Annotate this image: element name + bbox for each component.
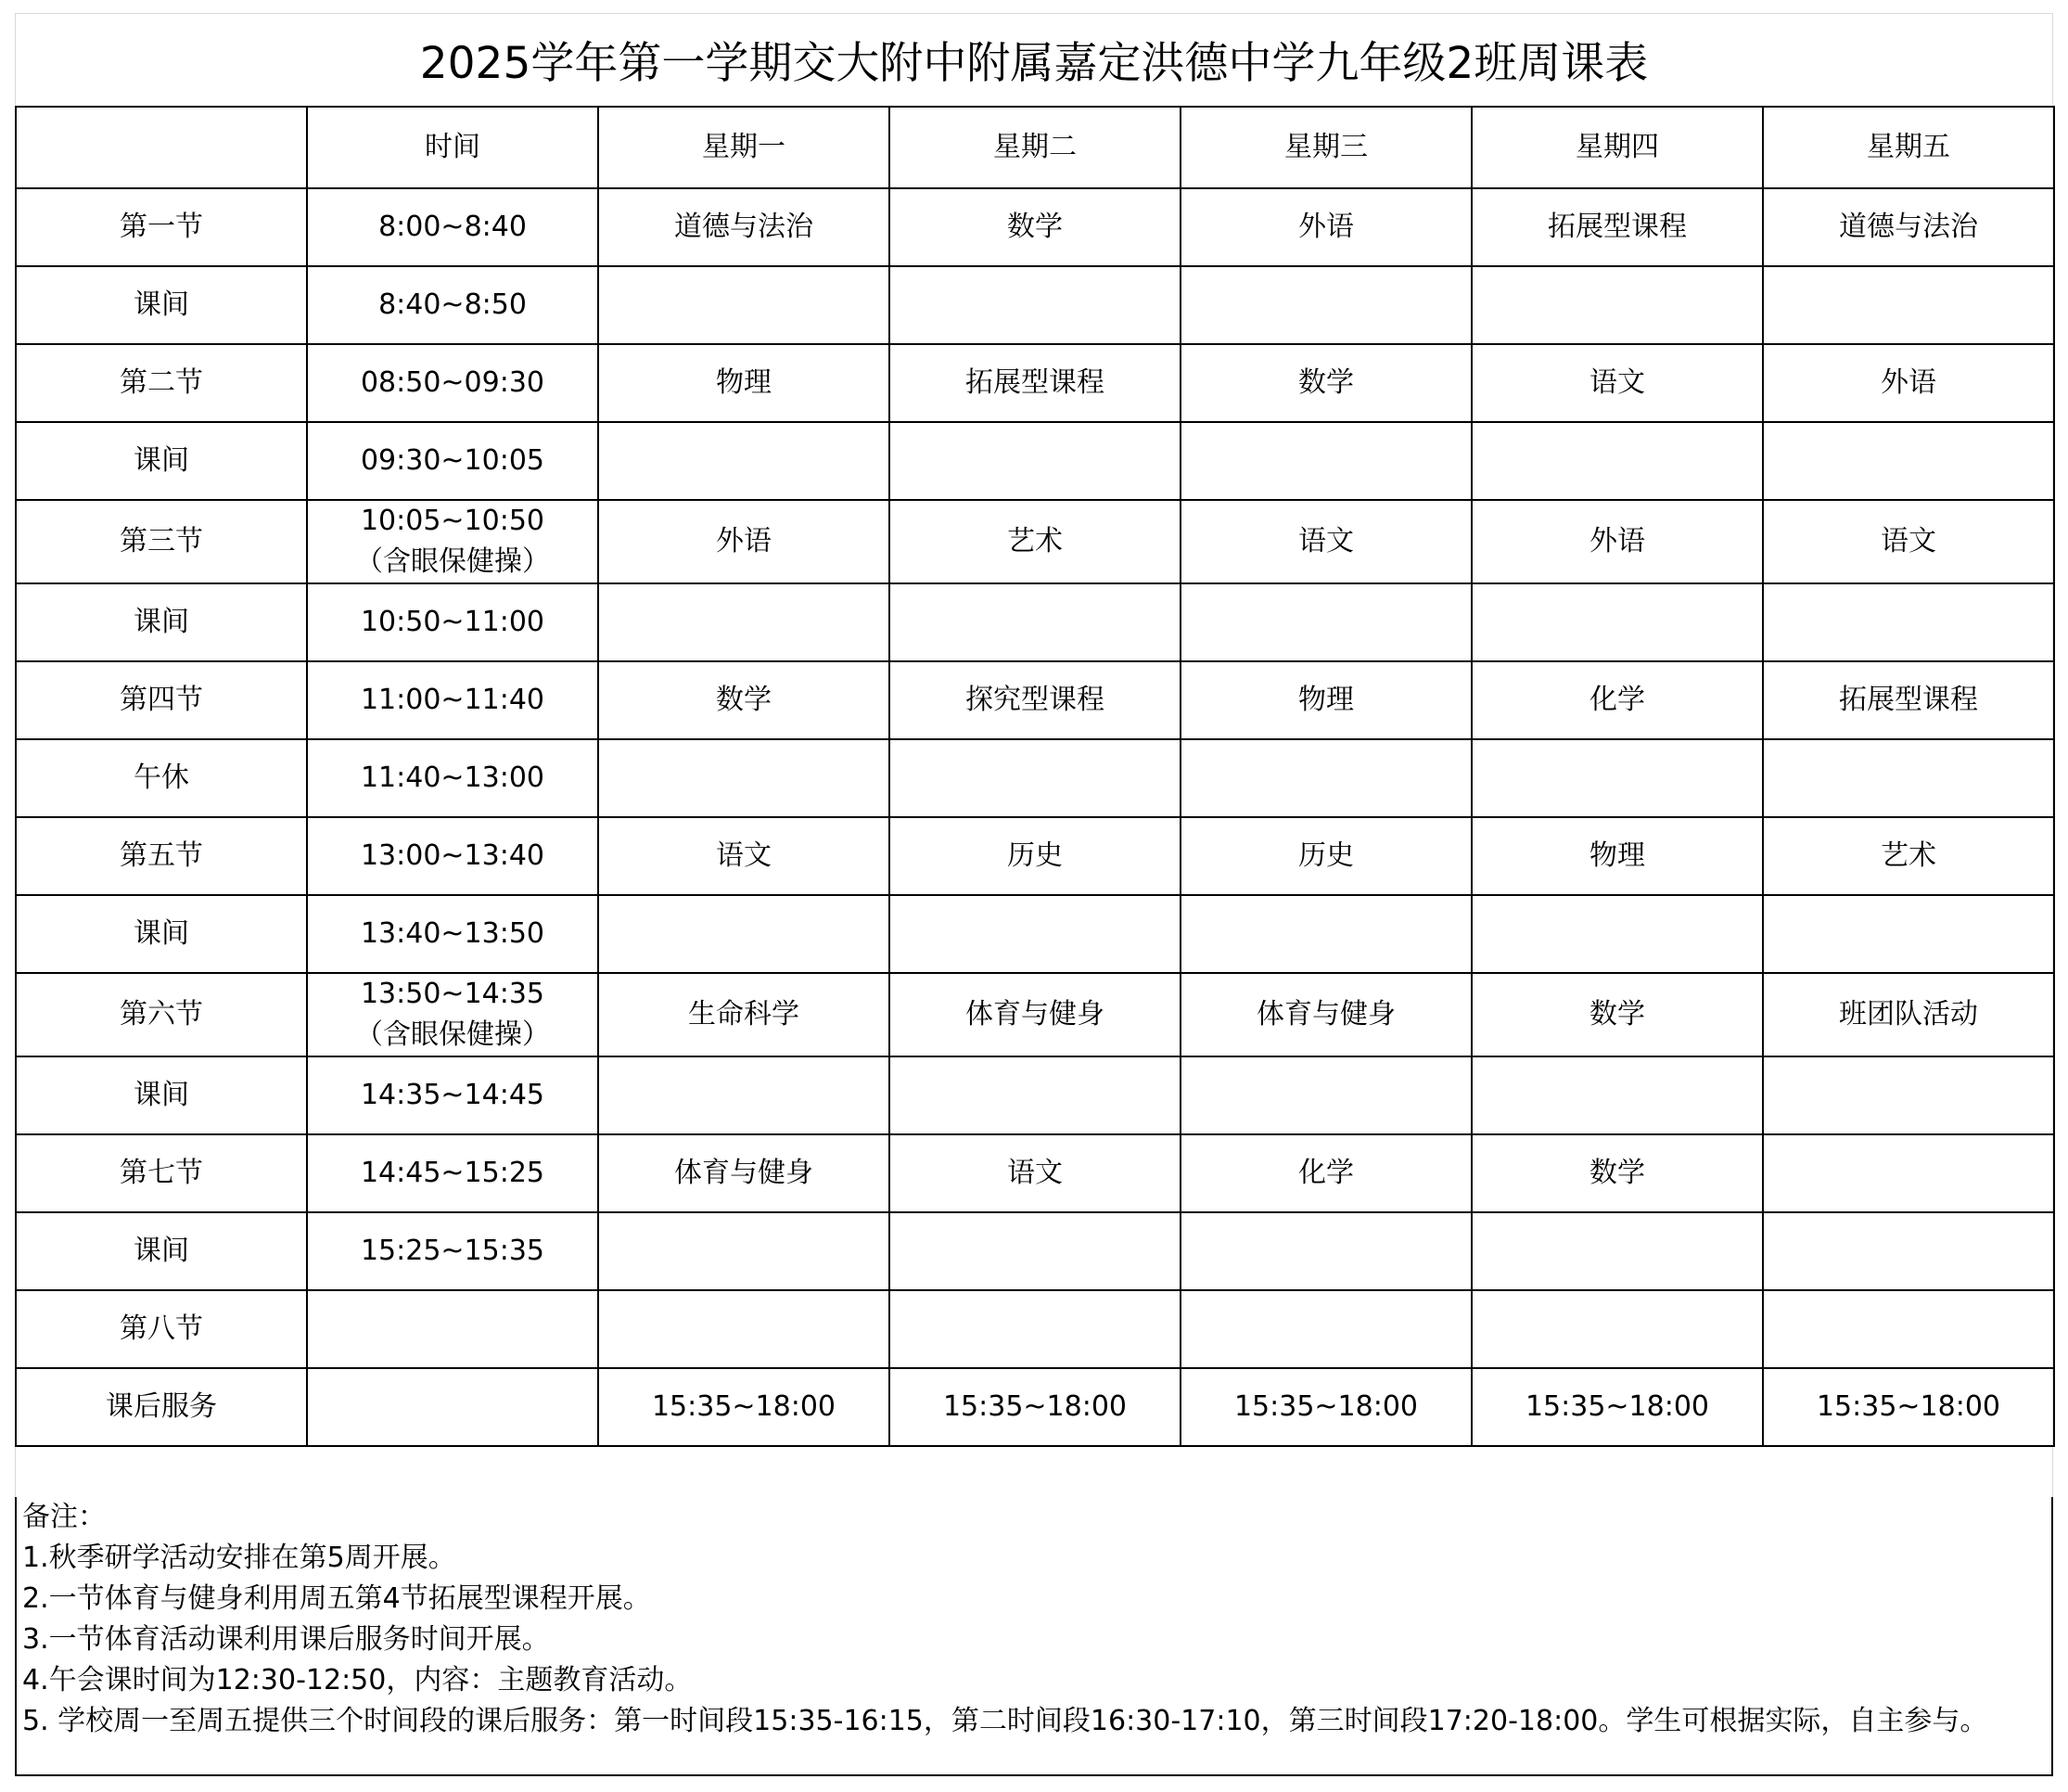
subject-cell: 拓展型课程 [1763,661,2054,739]
subject-cell: 拓展型课程 [1472,188,1763,266]
notes-heading: 备注： [22,1501,106,1533]
subject-cell [889,266,1181,344]
header-cell-friday: 星期五 [1763,107,2054,188]
subject-cell [598,1212,889,1290]
period-name-cell: 第二节 [16,344,307,422]
subject-cell: 艺术 [1763,817,2054,895]
period-time-cell [307,266,598,344]
subject-cell [1763,1056,2054,1134]
subject-cell: 语文 [598,817,889,895]
period-name-cell: 课间 [16,422,307,500]
schedule-row [16,1056,2054,1134]
subject-cell [1763,1290,2054,1368]
subject-cell: 15:35~18:00 [1181,1368,1472,1446]
schedule-row [16,1134,2054,1212]
subject-cell [598,583,889,661]
subject-cell [598,422,889,500]
subject-cell: 化学 [1472,661,1763,739]
header-cell-blank [16,107,307,188]
schedule-table [15,106,2055,1447]
subject-cell [1472,422,1763,500]
subject-cell: 体育与健身 [889,973,1181,1056]
period-name-cell: 午休 [16,739,307,817]
period-name-cell: 课间 [16,266,307,344]
period-time-cell [307,422,598,500]
header-cell-time: 时间 [307,107,598,188]
schedule-row [16,1290,2054,1368]
period-name-cell: 第四节 [16,661,307,739]
schedule-row [16,344,2054,422]
note-item: 1.秋季研学活动安排在第5周开展。 [22,1542,456,1574]
schedule-row [16,1212,2054,1290]
subject-cell [889,739,1181,817]
schedule-row [16,973,2054,1056]
period-time-cell [307,500,598,583]
period-time: 14:45~15:25 [360,1157,545,1189]
schedule-body [16,188,2054,1446]
note-item: 2.一节体育与健身利用周五第4节拓展型课程开展。 [22,1582,651,1615]
period-time-cell [307,188,598,266]
subject-cell: 道德与法治 [598,188,889,266]
notes-section [15,1497,2053,1776]
period-name-cell: 课间 [16,1212,307,1290]
subject-cell: 化学 [1181,1134,1472,1212]
subject-cell [1763,583,2054,661]
subject-cell [1472,1290,1763,1368]
schedule-row [16,895,2054,973]
subject-cell [1763,1212,2054,1290]
subject-cell [889,1056,1181,1134]
period-time: 11:00~11:40 [360,684,545,716]
subject-cell: 数学 [1472,1134,1763,1212]
header-cell-wednesday: 星期三 [1181,107,1472,188]
schedule-row [16,583,2054,661]
subject-cell: 体育与健身 [598,1134,889,1212]
subject-cell [1763,895,2054,973]
subject-cell [1181,1212,1472,1290]
subject-cell [1472,583,1763,661]
subject-cell: 体育与健身 [1181,973,1472,1056]
subject-cell: 生命科学 [598,973,889,1056]
subject-cell [889,1290,1181,1368]
subject-cell: 班团队活动 [1763,973,2054,1056]
subject-cell: 外语 [1472,500,1763,583]
subject-cell [889,895,1181,973]
header-cell-thursday: 星期四 [1472,107,1763,188]
subject-cell: 历史 [889,817,1181,895]
subject-cell [598,1290,889,1368]
subject-cell [1181,583,1472,661]
period-time: 8:40~8:50 [378,288,527,321]
subject-cell [1181,422,1472,500]
subject-cell [1763,422,2054,500]
subject-cell [889,422,1181,500]
period-time-cell [307,1290,598,1368]
subject-cell: 数学 [1472,973,1763,1056]
subject-cell: 拓展型课程 [889,344,1181,422]
period-time: 09:30~10:05 [360,444,545,477]
subject-cell [598,739,889,817]
subject-cell: 语文 [1763,500,2054,583]
subject-cell: 物理 [1181,661,1472,739]
subject-cell [1181,1056,1472,1134]
period-time-note: （含眼保健操） [355,1018,550,1051]
period-time-cell [307,344,598,422]
subject-cell: 探究型课程 [889,661,1181,739]
period-time: 11:40~13:00 [360,762,545,794]
schedule-row [16,422,2054,500]
subject-cell [1472,266,1763,344]
subject-cell: 外语 [1763,344,2054,422]
subject-cell: 历史 [1181,817,1472,895]
subject-cell [598,895,889,973]
period-time: 10:50~11:00 [360,606,545,638]
period-name-cell: 第五节 [16,817,307,895]
period-time-cell [307,973,598,1056]
schedule-row [16,739,2054,817]
schedule-row [16,1368,2054,1446]
subject-cell [889,1212,1181,1290]
subject-cell: 艺术 [889,500,1181,583]
subject-cell: 语文 [1472,344,1763,422]
subject-cell: 物理 [598,344,889,422]
period-time-cell [307,1212,598,1290]
subject-cell [598,1056,889,1134]
subject-cell: 物理 [1472,817,1763,895]
schedule-row [16,661,2054,739]
subject-cell [889,583,1181,661]
header-row [16,107,2054,188]
period-time: 10:05~10:50 [360,505,545,537]
schedule-row [16,817,2054,895]
period-time: 13:50~14:35 [360,978,545,1010]
subject-cell: 语文 [1181,500,1472,583]
subject-cell [1181,1290,1472,1368]
subject-cell [1472,739,1763,817]
subject-cell: 道德与法治 [1763,188,2054,266]
subject-cell [1472,1056,1763,1134]
subject-cell: 外语 [598,500,889,583]
subject-cell: 15:35~18:00 [1763,1368,2054,1446]
subject-cell [1472,895,1763,973]
period-time-cell [307,739,598,817]
note-item: 5. 学校周一至周五提供三个时间段的课后服务：第一时间段15:35-16:15，第二时间段16:30-17:10，第三时间段17:20-18:00。学生可根据实际，自主参与。 [22,1705,1988,1737]
schedule-row [16,188,2054,266]
period-time-cell [307,817,598,895]
period-name-cell: 课间 [16,895,307,973]
period-name-cell: 第三节 [16,500,307,583]
period-time-cell [307,895,598,973]
page-title: 2025学年第一学期交大附中附属嘉定洪德中学九年级2班周课表 [419,37,1649,89]
period-time: 13:00~13:40 [360,839,545,872]
subject-cell: 外语 [1181,188,1472,266]
period-name-cell: 第一节 [16,188,307,266]
schedule-row [16,266,2054,344]
subject-cell [1763,739,2054,817]
subject-cell [1763,1134,2054,1212]
period-time: 14:35~14:45 [360,1079,545,1111]
period-name-cell: 课间 [16,583,307,661]
period-name-cell: 课后服务 [16,1368,307,1446]
subject-cell [1181,739,1472,817]
subject-cell [1763,266,2054,344]
subject-cell: 15:35~18:00 [889,1368,1181,1446]
period-time-cell [307,1134,598,1212]
period-time: 13:40~13:50 [360,917,545,950]
subject-cell: 15:35~18:00 [598,1368,889,1446]
period-name-cell: 第六节 [16,973,307,1056]
subject-cell: 数学 [1181,344,1472,422]
subject-cell: 语文 [889,1134,1181,1212]
note-item: 3.一节体育活动课利用课后服务时间开展。 [22,1623,550,1656]
schedule-row [16,500,2054,583]
period-time-cell [307,583,598,661]
period-time: 8:00~8:40 [378,211,527,243]
subject-cell [1181,266,1472,344]
subject-cell [1181,895,1472,973]
period-name-cell: 第八节 [16,1290,307,1368]
period-time-note: （含眼保健操） [355,545,550,578]
header-cell-tuesday: 星期二 [889,107,1181,188]
subject-cell: 15:35~18:00 [1472,1368,1763,1446]
period-name-cell: 课间 [16,1056,307,1134]
period-time: 08:50~09:30 [360,366,545,399]
subject-cell [1472,1212,1763,1290]
subject-cell: 数学 [598,661,889,739]
period-time: 15:25~15:35 [360,1235,545,1267]
note-item: 4.午会课时间为12:30-12:50，内容：主题教育活动。 [22,1664,693,1696]
period-time-cell [307,1368,598,1446]
subject-cell [598,266,889,344]
period-name-cell: 第七节 [16,1134,307,1212]
period-time-cell [307,661,598,739]
header-cell-monday: 星期一 [598,107,889,188]
subject-cell: 数学 [889,188,1181,266]
period-time-cell [307,1056,598,1134]
